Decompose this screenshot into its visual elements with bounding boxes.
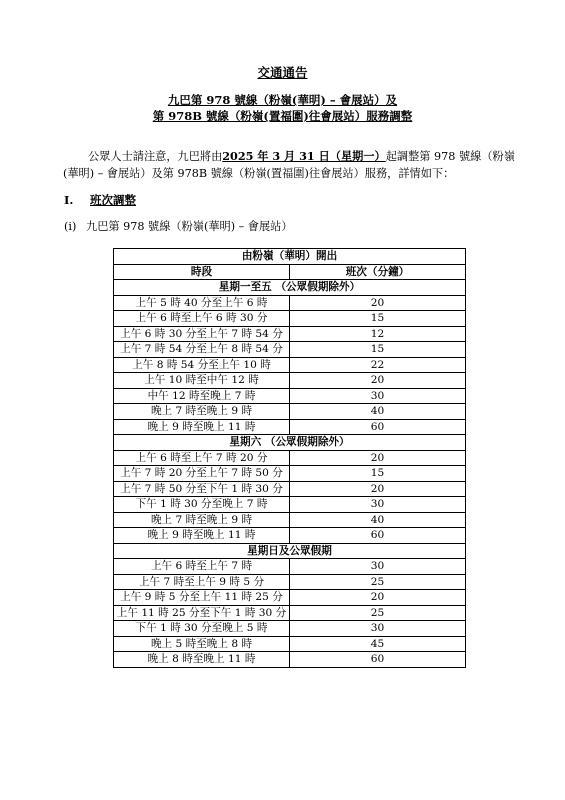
intro-text-pre: 公眾人士請注意，九巴將由 xyxy=(88,150,223,163)
column-header-row xyxy=(114,264,466,280)
frequency-cell: 15 xyxy=(290,342,466,358)
direction-row xyxy=(114,249,466,265)
table-row xyxy=(114,357,466,373)
time-period-cell: 上午 7 時至上午 9 時 5 分 xyxy=(114,574,290,590)
frequency-cell: 20 xyxy=(290,590,466,606)
time-period-cell: 晚上 9 時至晚上 11 時 xyxy=(114,528,290,544)
frequency-cell: 25 xyxy=(290,605,466,621)
time-period-cell: 下午 1 時 30 分至晚上 5 時 xyxy=(114,621,290,637)
frequency-cell: 30 xyxy=(290,497,466,513)
table-row xyxy=(114,605,466,621)
frequency-cell: 45 xyxy=(290,636,466,652)
intro-paragraph-line-2: (華明) – 會展站）及第 978B 號線（粉嶺(置福圍)往會展站）服務，詳情如下： xyxy=(63,167,455,180)
day-group-heading-row xyxy=(114,280,466,296)
subsection-title: 九巴第 978 號線（粉嶺(華明) – 會展站） xyxy=(86,220,293,233)
time-period-cell: 上午 6 時至上午 7 時 xyxy=(114,559,290,575)
day-group-heading: 星期一至五 （公眾假期除外） xyxy=(114,280,466,296)
frequency-cell: 60 xyxy=(290,652,466,668)
table-row xyxy=(114,311,466,327)
time-period-cell: 晚上 8 時至晚上 11 時 xyxy=(114,652,290,668)
frequency-cell: 15 xyxy=(290,311,466,327)
frequency-cell: 60 xyxy=(290,528,466,544)
table-row xyxy=(114,636,466,652)
table-row xyxy=(114,342,466,358)
section-heading xyxy=(64,192,136,208)
time-period-cell: 上午 7 時 54 分至上午 8 時 54 分 xyxy=(114,342,290,358)
frequency-cell: 30 xyxy=(290,621,466,637)
table-row xyxy=(114,559,466,575)
frequency-cell: 12 xyxy=(290,326,466,342)
frequency-cell: 25 xyxy=(290,574,466,590)
time-period-cell: 晚上 5 時至晚上 8 時 xyxy=(114,636,290,652)
time-period-cell: 晚上 9 時至晚上 11 時 xyxy=(114,419,290,435)
table-row xyxy=(114,481,466,497)
table-row xyxy=(114,388,466,404)
section-title: 班次調整 xyxy=(90,193,136,207)
table-row xyxy=(114,621,466,637)
table-row xyxy=(114,497,466,513)
section-number: I. xyxy=(64,193,74,207)
frequency-cell: 40 xyxy=(290,404,466,420)
time-period-cell: 上午 6 時至上午 7 時 20 分 xyxy=(114,450,290,466)
table-row xyxy=(114,419,466,435)
time-period-cell: 上午 11 時 25 分至下午 1 時 30 分 xyxy=(114,605,290,621)
frequency-cell: 60 xyxy=(290,419,466,435)
day-group-heading-row xyxy=(114,435,466,451)
table-row xyxy=(114,466,466,482)
effective-date: 2025 年 3 月 31 日（星期一） xyxy=(222,149,386,163)
frequency-cell: 30 xyxy=(290,388,466,404)
table-row xyxy=(114,574,466,590)
frequency-cell: 20 xyxy=(290,481,466,497)
timetable-body xyxy=(114,249,466,668)
table-row xyxy=(114,512,466,528)
table-row xyxy=(114,295,466,311)
time-period-cell: 上午 7 時 20 分至上午 7 時 50 分 xyxy=(114,466,290,482)
time-period-cell: 下午 1 時 30 分至晚上 7 時 xyxy=(114,497,290,513)
time-period-cell: 晚上 7 時至晚上 9 時 xyxy=(114,512,290,528)
table-row xyxy=(114,373,466,389)
time-period-cell: 上午 6 時至上午 6 時 30 分 xyxy=(114,311,290,327)
intro-paragraph-line-1 xyxy=(88,148,538,165)
frequency-cell: 40 xyxy=(290,512,466,528)
timetable xyxy=(113,248,466,668)
table-row xyxy=(114,528,466,544)
table-row xyxy=(114,450,466,466)
time-period-cell: 上午 7 時 50 分至下午 1 時 30 分 xyxy=(114,481,290,497)
time-period-cell: 上午 9 時 5 分至上午 11 時 25 分 xyxy=(114,590,290,606)
subsection-heading xyxy=(64,218,293,234)
time-period-cell: 中午 12 時至晚上 7 時 xyxy=(114,388,290,404)
day-group-heading: 星期六 （公眾假期除外） xyxy=(114,435,466,451)
notice-title: 交通通告 xyxy=(257,65,308,80)
notice-subtitle-line-1: 九巴第 978 號線（粉嶺(華明) – 會展站）及 xyxy=(167,93,398,107)
time-period-cell: 晚上 7 時至晚上 9 時 xyxy=(114,404,290,420)
day-group-heading: 星期日及公眾假期 xyxy=(114,543,466,559)
frequency-cell: 20 xyxy=(290,295,466,311)
frequency-cell: 20 xyxy=(290,450,466,466)
frequency-cell: 20 xyxy=(290,373,466,389)
column-header-period: 時段 xyxy=(114,264,290,280)
table-row xyxy=(114,404,466,420)
column-header-frequency: 班次（分鐘） xyxy=(290,264,466,280)
notice-subtitle-line-2: 第 978B 號線（粉嶺(置福圍)往會展站）服務調整 xyxy=(152,109,413,123)
intro-text-post: 起調整第 978 號線（粉嶺 xyxy=(385,150,515,163)
frequency-cell: 15 xyxy=(290,466,466,482)
table-row xyxy=(114,326,466,342)
table-row xyxy=(114,652,466,668)
direction-heading: 由粉嶺（華明）開出 xyxy=(114,249,466,265)
time-period-cell: 上午 5 時 40 分至上午 6 時 xyxy=(114,295,290,311)
time-period-cell: 上午 10 時至中午 12 時 xyxy=(114,373,290,389)
table-row xyxy=(114,590,466,606)
frequency-cell: 30 xyxy=(290,559,466,575)
time-period-cell: 上午 8 時 54 分至上午 10 時 xyxy=(114,357,290,373)
frequency-cell: 22 xyxy=(290,357,466,373)
time-period-cell: 上午 6 時 30 分至上午 7 時 54 分 xyxy=(114,326,290,342)
day-group-heading-row xyxy=(114,543,466,559)
subsection-number: (i) xyxy=(64,220,77,233)
